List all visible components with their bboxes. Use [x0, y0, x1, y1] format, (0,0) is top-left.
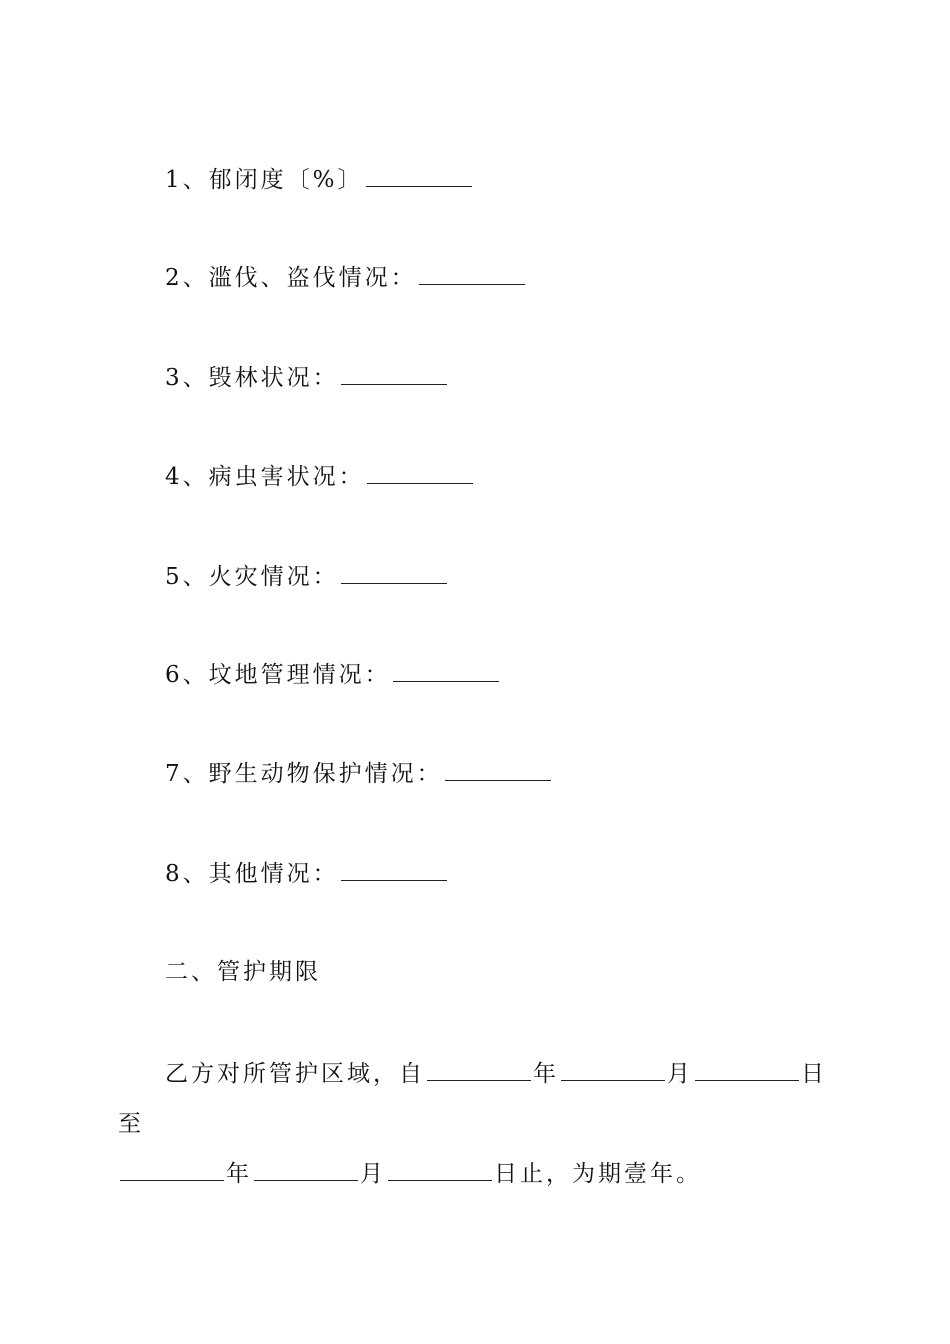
item-illegal-logging [165, 263, 527, 293]
item-label: 3、毁林状况： [165, 365, 339, 391]
start-year-blank[interactable] [427, 1060, 531, 1081]
end-year-blank[interactable] [120, 1160, 224, 1181]
fill-blank[interactable] [341, 860, 447, 881]
fill-blank[interactable] [445, 760, 551, 781]
item-label: 2、滥伐、盗伐情况： [165, 265, 417, 291]
start-day-blank[interactable] [695, 1060, 799, 1081]
item-label: 4、病虫害状况： [165, 464, 365, 490]
item-pests-diseases [165, 462, 475, 492]
item-canopy-density [165, 165, 474, 195]
end-month-blank[interactable] [254, 1160, 358, 1181]
fill-blank[interactable] [367, 463, 473, 484]
fill-blank[interactable] [366, 166, 472, 187]
period-text: 乙方对所管护区域，自 [165, 1061, 425, 1087]
fill-blank[interactable] [393, 661, 499, 682]
item-label: 7、野生动物保护情况： [165, 761, 443, 787]
item-label: 6、坟地管理情况： [165, 662, 391, 688]
item-label: 5、火灾情况： [165, 564, 339, 590]
section-heading: 二、管护期限 [165, 959, 321, 985]
item-label: 1、郁闭度〔%〕 [165, 167, 364, 193]
item-fire [165, 562, 449, 592]
period-text: 年 [226, 1161, 252, 1187]
period-text: 月 [360, 1161, 386, 1187]
fill-blank[interactable] [341, 563, 447, 584]
start-month-blank[interactable] [561, 1060, 665, 1081]
item-forest-damage [165, 363, 449, 393]
period-text: 日止，为期壹年。 [494, 1161, 702, 1187]
period-text: 月 [667, 1061, 693, 1087]
fill-blank[interactable] [419, 264, 525, 285]
fill-blank[interactable] [341, 364, 447, 385]
item-grave-management [165, 660, 501, 690]
end-day-blank[interactable] [388, 1160, 492, 1181]
period-text: 年 [533, 1061, 559, 1087]
item-other [165, 859, 449, 889]
item-wildlife-protection [165, 759, 553, 789]
period-paragraph [118, 1049, 838, 1199]
item-label: 8、其他情况： [165, 861, 339, 887]
period-text: 日至 [118, 1061, 827, 1137]
